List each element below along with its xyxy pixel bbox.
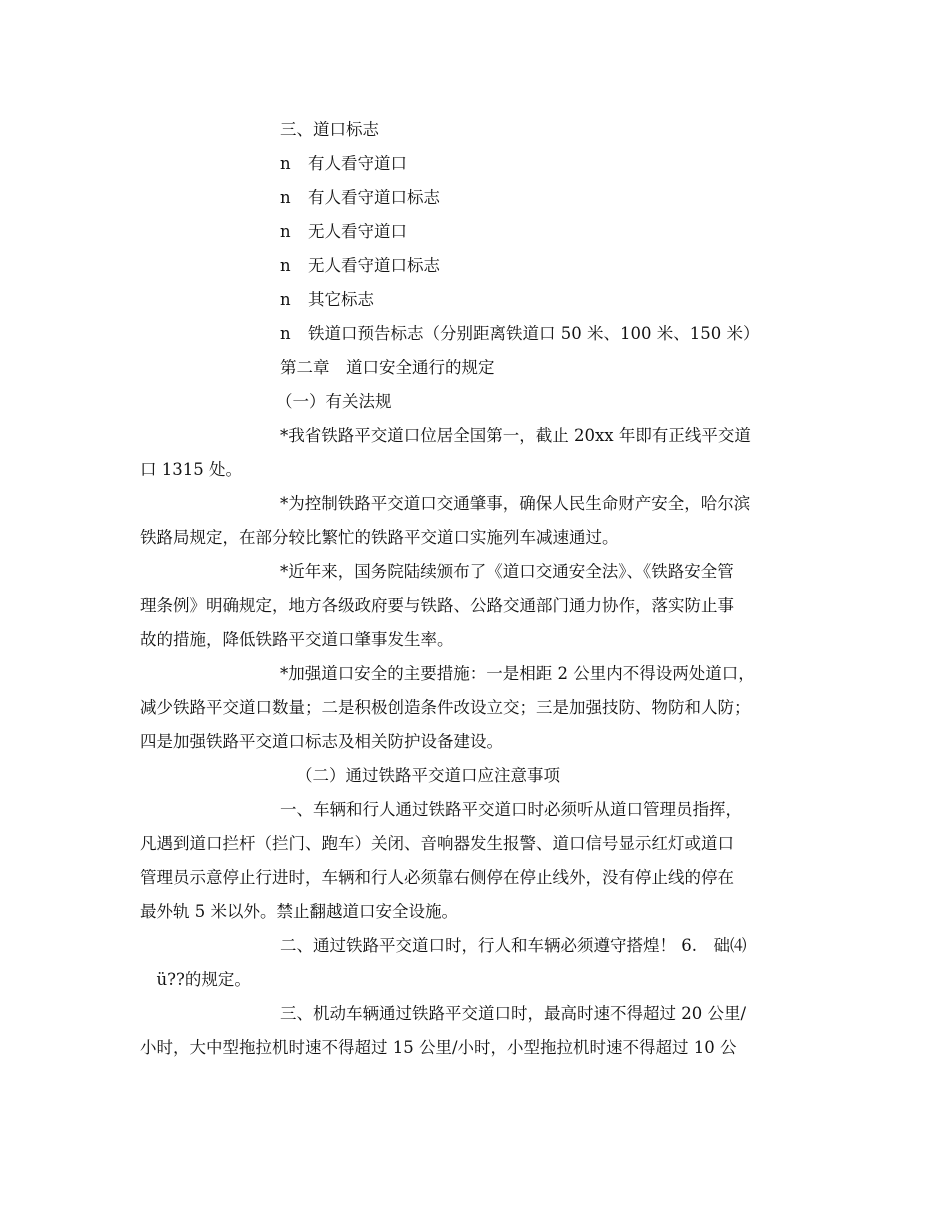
paragraph-line: 减少铁路平交道口数量；二是积极创造条件改设立交；三是加强技防、物防和人防； [140,698,751,717]
paragraph-line: *为控制铁路平交道口交通肇事，确保人民生命财产安全，哈尔滨 [280,494,751,513]
bullet-marker: n [280,154,291,173]
paragraph-line: ü??的规定。 [140,970,251,989]
bullet-marker: n [280,324,291,343]
bullet-text: 铁道口预告标志（分别距离铁道口 50 米、100 米、150 米） [308,324,760,343]
bullet-marker: n [280,188,291,207]
bullet-item [280,283,820,317]
paragraph-line: 管理员示意停止行进时，车辆和行人必须靠右侧停在停止线外，没有停止线的停在 [140,868,734,887]
bullet-text: 有人看守道口标志 [308,188,440,207]
section-title-regulations: （一）有关法规 [276,392,392,411]
bullet-text: 无人看守道口标志 [308,256,440,275]
paragraph-line: 口 1315 处。 [140,460,242,479]
paragraph-line: 理条例》明确规定，地方各级政府要与铁路、公路交通部门通力协作，落实防止事 [140,596,734,615]
paragraph-line: *近年来，国务院陆续颁布了《道口交通安全法》、《铁路安全管 [280,562,734,581]
paragraph-line: *我省铁路平交道口位居全国第一，截止 20xx 年即有正线平交道 [280,426,751,445]
section-heading-signs: 三、道口标志 [280,120,379,139]
paragraph-line: 二、通过铁路平交道口时，行人和车辆必须遵守搭煌！ 6. 础⑷ [280,936,747,955]
bullet-marker: n [280,290,291,309]
paragraph-line: *加强道口安全的主要措施：一是相距 2 公里内不得设两处道口， [280,664,755,683]
bullet-item [280,249,820,283]
bullet-marker: n [280,222,291,241]
chapter-title: 第二章 道口安全通行的规定 [280,358,495,377]
paragraph-line: 小时，大中型拖拉机时速不得超过 15 公里/小时，小型拖拉机时速不得超过 10 公 [140,1038,737,1057]
bullet-item [280,215,820,249]
bullet-item [280,147,820,181]
paragraph-line: 故的措施，降低铁路平交道口肇事发生率。 [140,630,454,649]
bullet-text: 有人看守道口 [308,154,407,173]
paragraph-line: 四是加强铁路平交道口标志及相关防护设备建设。 [140,732,503,751]
paragraph-line: 凡遇到道口拦杆（拦门、跑车）关闭、音响器发生报警、道口信号显示红灯或道口 [140,834,734,853]
bullet-item [280,181,820,215]
bullet-text: 无人看守道口 [308,222,407,241]
bullet-marker: n [280,256,291,275]
paragraph-line: 最外轨 5 米以外。禁止翻越道口安全设施。 [140,902,458,921]
section-title-precautions: （二）通过铁路平交道口应注意事项 [296,766,560,785]
paragraph-line: 三、机动车辆通过铁路平交道口时，最高时速不得超过 20 公里/ [280,1004,747,1023]
paragraph-line: 一、车辆和行人通过铁路平交道口时必须听从道口管理员指挥， [280,800,742,819]
bullet-text: 其它标志 [308,290,374,309]
bullet-item [280,317,820,351]
paragraph-line: 铁路局规定，在部分较比繁忙的铁路平交道口实施列车减速通过。 [140,528,619,547]
